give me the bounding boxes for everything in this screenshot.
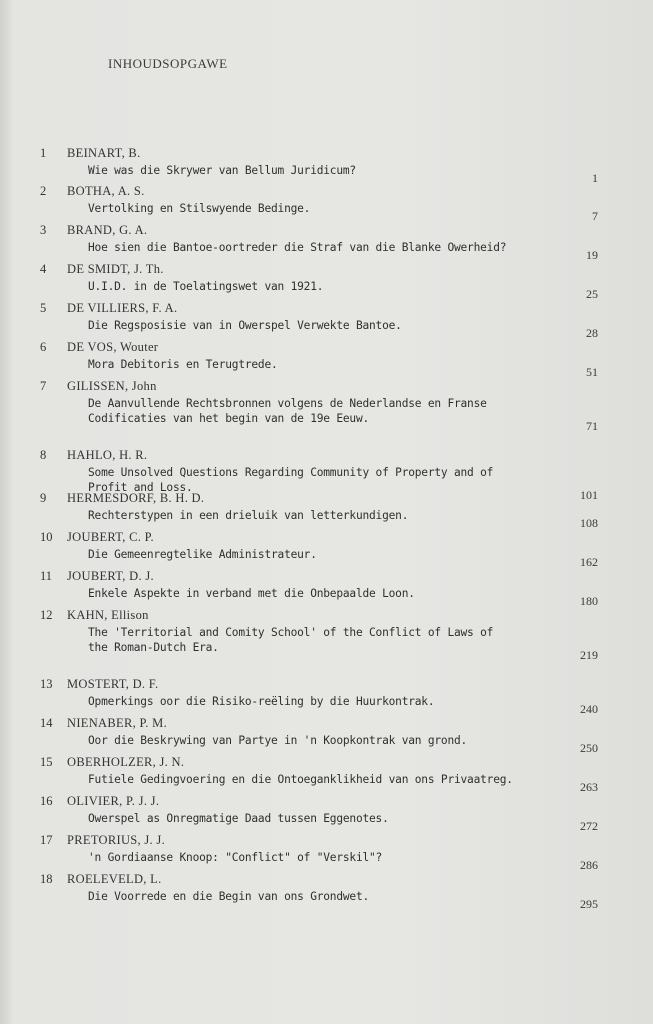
entry-number: 5 <box>40 301 47 315</box>
entry-title: Die Voorrede en die Begin van ons Grondwet. <box>88 890 370 903</box>
entry-author: ROELEVELD, L. <box>67 872 162 886</box>
entry-number: 16 <box>40 794 53 808</box>
entry-page-number: 51 <box>586 365 598 379</box>
entry-author: DE VOS, Wouter <box>67 340 159 354</box>
entry-number: 8 <box>40 448 47 462</box>
entry-author: HAHLO, H. R. <box>67 448 148 462</box>
entry-author: MOSTERT, D. F. <box>67 677 159 691</box>
entry-number: 6 <box>40 340 47 354</box>
entry-number: 3 <box>40 223 47 237</box>
entry-author: BEINART, B. <box>67 146 141 160</box>
entry-title: 'n Gordiaanse Knoop: "Conflict" of "Verskil"? <box>88 851 383 864</box>
entry-number: 11 <box>40 569 53 583</box>
entry-title: Die Regsposisie van in Owerspel Verwekte Bantoe. <box>88 319 402 332</box>
entry-author: JOUBERT, C. P. <box>67 530 154 544</box>
entry-title: Enkele Aspekte in verband met die Onbepaalde Loon. <box>88 587 415 600</box>
entry-title: U.I.D. in de Toelatingswet van 1921. <box>88 280 324 293</box>
entry-page-number: 180 <box>580 594 598 608</box>
entry-author: DE SMIDT, J. Th. <box>67 262 164 276</box>
entry-author: NIENABER, P. M. <box>67 716 167 730</box>
entry-number: 2 <box>40 184 47 198</box>
entry-number: 18 <box>40 872 53 886</box>
entry-number: 4 <box>40 262 47 276</box>
entry-title: Wie was die Skrywer van Bellum Juridicum? <box>88 164 356 177</box>
entry-author: BOTHA, A. S. <box>67 184 145 198</box>
entry-page-number: 263 <box>580 780 598 794</box>
entry-author: OLIVIER, P. J. J. <box>67 794 160 808</box>
entry-page-number: 219 <box>580 648 598 662</box>
entry-author: PRETORIUS, J. J. <box>67 833 165 847</box>
entry-page-number: 295 <box>580 897 598 911</box>
entry-number: 1 <box>40 146 47 160</box>
page-title: INHOUDSOPGAWE <box>108 56 228 71</box>
entry-title: De Aanvullende Rechtsbronnen volgens de Nederlandse en Franse Codificaties van het begin van de 19e Eeuw. <box>88 397 487 425</box>
entry-page-number: 162 <box>580 555 598 569</box>
entry-title: Opmerkings oor die Risiko-reëling by die Huurkontrak. <box>88 695 435 708</box>
entry-page-number: 1 <box>592 171 598 185</box>
entry-title: Owerspel as Onregmatige Daad tussen Eggenotes. <box>88 812 389 825</box>
entry-author: GILISSEN, John <box>67 379 157 393</box>
entry-title: Die Gemeenregtelike Administrateur. <box>88 548 317 561</box>
entry-page-number: 250 <box>580 741 598 755</box>
entry-title: Oor die Beskrywing van Partye in 'n Koopkontrak van grond. <box>88 734 468 747</box>
entry-number: 7 <box>40 379 47 393</box>
entry-number: 9 <box>40 491 47 505</box>
entry-page-number: 101 <box>580 488 598 502</box>
entry-author: HERMESDORF, B. H. D. <box>67 491 205 505</box>
entry-page-number: 286 <box>580 858 598 872</box>
entry-author: JOUBERT, D. J. <box>67 569 154 583</box>
entry-author: BRAND, G. A. <box>67 223 148 237</box>
entry-page-number: 7 <box>592 209 598 223</box>
entry-page-number: 71 <box>586 419 598 433</box>
entry-number: 10 <box>40 530 53 544</box>
entry-title: Futiele Gedingvoering en die Ontoeganklikheid van ons Privaatreg. <box>88 773 513 786</box>
entry-author: KAHN, Ellison <box>67 608 149 622</box>
entry-title: Rechterstypen in een drieluik van letterkundigen. <box>88 509 409 522</box>
entry-author: OBERHOLZER, J. N. <box>67 755 185 769</box>
entry-number: 13 <box>40 677 53 691</box>
entry-author: DE VILLIERS, F. A. <box>67 301 178 315</box>
entry-number: 17 <box>40 833 53 847</box>
entry-title: The 'Territorial and Comity School' of the Conflict of Laws of the Roman-Dutch Era. <box>88 626 494 654</box>
entry-page-number: 272 <box>580 819 598 833</box>
entry-number: 15 <box>40 755 53 769</box>
entry-number: 12 <box>40 608 53 622</box>
entry-page-number: 28 <box>586 326 598 340</box>
entry-page-number: 25 <box>586 287 598 301</box>
entry-number: 14 <box>40 716 53 730</box>
entry-title: Some Unsolved Questions Regarding Community of Property and of Profit and Loss. <box>88 466 494 494</box>
entry-title: Vertolking en Stilswyende Bedinge. <box>88 202 311 215</box>
entry-page-number: 19 <box>586 248 598 262</box>
entry-page-number: 240 <box>580 702 598 716</box>
entry-title: Mora Debitoris en Terugtrede. <box>88 358 278 371</box>
entry-page-number: 108 <box>580 516 598 530</box>
entry-title: Hoe sien die Bantoe-oortreder die Straf van die Blanke Owerheid? <box>88 241 507 254</box>
